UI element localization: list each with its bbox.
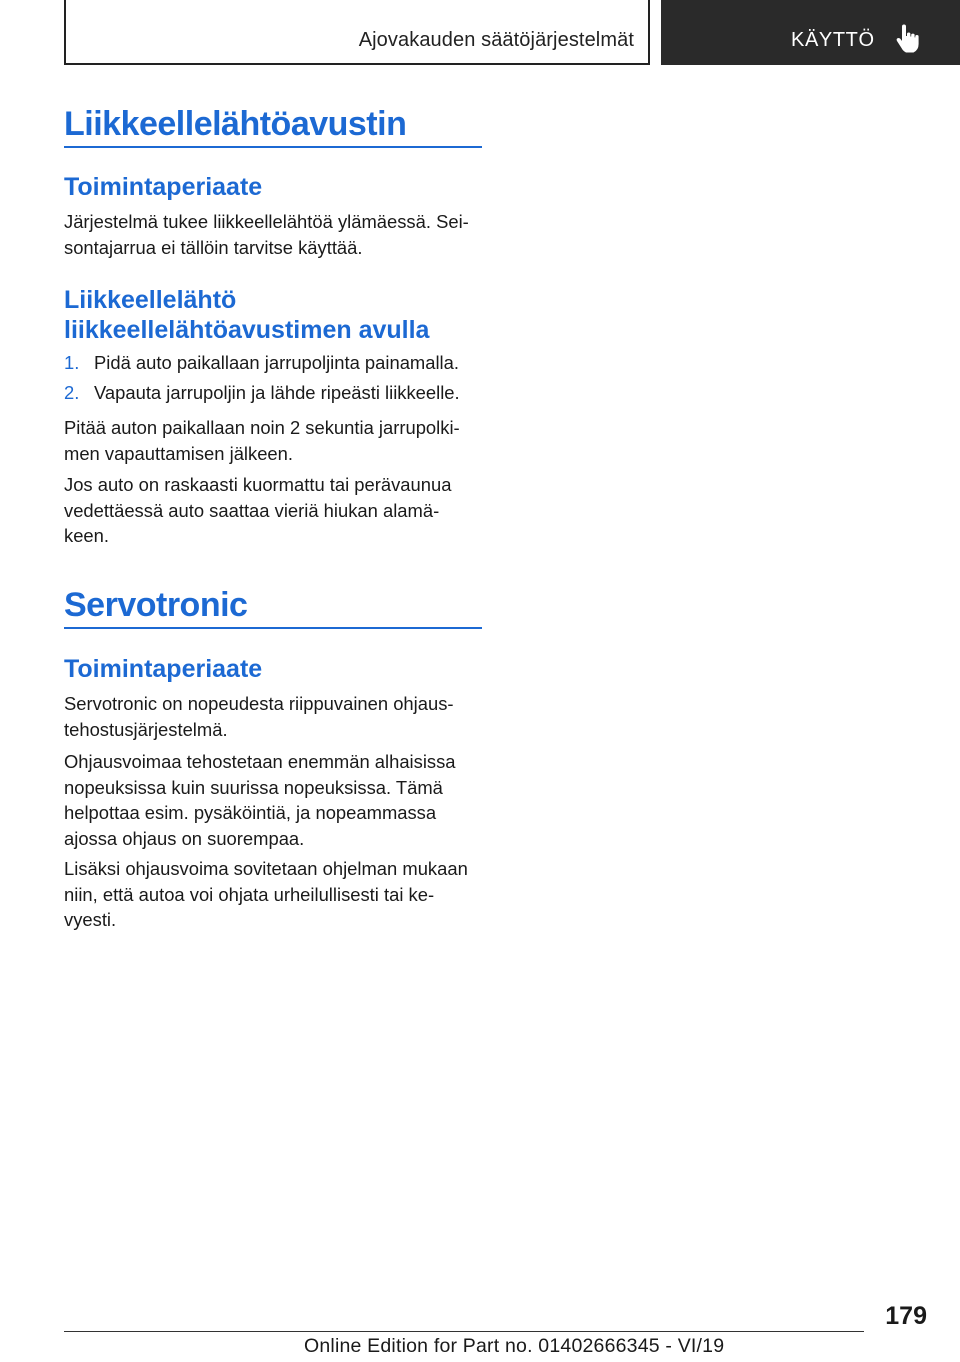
body-text-line: Ohjausvoimaa tehostetaan enemmän alhaisissa bbox=[64, 751, 456, 772]
header-section-box bbox=[64, 0, 650, 65]
list-item-number: 2. bbox=[64, 382, 80, 403]
body-text-line: Pitää auton paikallaan noin 2 sekuntia jarrupolki- bbox=[64, 417, 460, 438]
body-text-line: Servotronic on nopeudesta riippuvainen ohjaus- bbox=[64, 693, 454, 714]
section-heading-servotronic: Servotronic bbox=[64, 586, 248, 624]
list-item-text: Vapauta jarrupoljin ja lähde ripeästi liikkeelle. bbox=[94, 382, 460, 403]
section-divider bbox=[64, 146, 482, 148]
body-text-line: tehostusjärjestelmä. bbox=[64, 718, 228, 740]
body-text-line: keen. bbox=[64, 525, 109, 546]
pointing-hand-icon bbox=[895, 24, 921, 54]
list-item-number: 1. bbox=[64, 352, 80, 373]
subsection-heading-toimintaperiaate: Toimintaperiaate bbox=[64, 173, 263, 201]
body-text-line: helpottaa esim. pysäköintiä, ja nopeammassa bbox=[64, 802, 437, 823]
body-text-line: vedettäessä auto saattaa vieriä hiukan alamä- bbox=[64, 499, 440, 521]
section-heading-liikkeellelahtoavustin: Liikkeellelähtöavustin bbox=[64, 105, 407, 143]
header-chapter-tab[interactable] bbox=[661, 0, 960, 65]
section-title: Ajovakauden säätöjärjestelmät bbox=[358, 29, 634, 51]
body-text-line: sontajarrua ei tällöin tarvitse käyttää. bbox=[64, 236, 363, 258]
footer-edition-text: Online Edition for Part no. 01402666345 - VI/19 bbox=[304, 1335, 725, 1357]
body-text-line: men vapauttamisen jälkeen. bbox=[64, 442, 293, 464]
subsection-heading-toimintaperiaate: Toimintaperiaate bbox=[64, 655, 263, 683]
section-divider bbox=[64, 627, 482, 629]
body-text-line: vyesti. bbox=[64, 909, 117, 930]
subsection-heading-line: liikkeellelähtöavustimen avulla bbox=[64, 316, 430, 344]
body-text-line: niin, että autoa voi ohjata urheilullisesti tai ke- bbox=[64, 883, 435, 905]
chapter-label: KÄYTTÖ bbox=[791, 29, 875, 51]
list-item-text: Pidä auto paikallaan jarrupoljinta painamalla. bbox=[94, 352, 459, 373]
body-text-line: Jos auto on raskaasti kuormattu tai perävaunua bbox=[64, 474, 452, 495]
page-number: 179 bbox=[885, 1302, 927, 1330]
footer-divider bbox=[64, 1331, 864, 1332]
subsection-heading-line: Liikkeellelähtö bbox=[64, 286, 237, 314]
body-text-line: nopeuksissa kuin suurissa nopeuksissa. Tämä bbox=[64, 776, 443, 798]
body-text-line: Järjestelmä tukee liikkeellelähtöä ylämäessä. Sei- bbox=[64, 211, 469, 232]
body-text-line: Lisäksi ohjausvoima sovitetaan ohjelman mukaan bbox=[64, 858, 468, 879]
body-text-line: ajossa ohjaus on suorempaa. bbox=[64, 827, 305, 849]
